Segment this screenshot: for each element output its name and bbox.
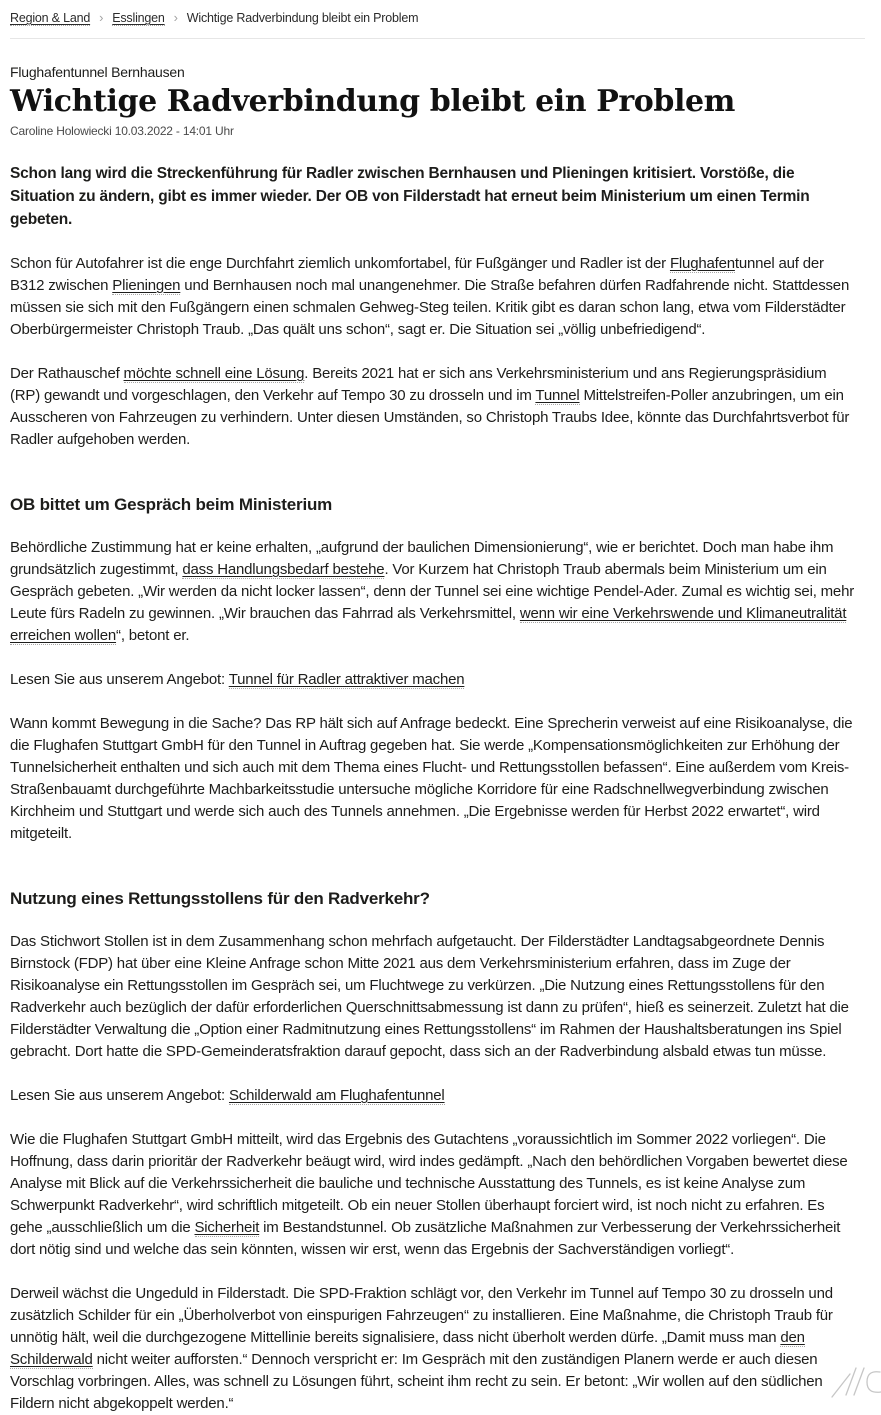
text-segment: Behördliche Zustimmung hat er keine erhalten, „aufgrund der baulichen Dimensionierung“, wie er berichtet. Doch man habe ihm grundsätzlich zugestimmt, (10, 538, 834, 578)
text-segment: nicht weiter aufforsten.“ Dennoch verspricht er: Im Gespräch mit den zuständigen Planern werde er auch diesen Vorschlag vorbringen. Alles, was schnell zu Lösungen führt, scheint ihm recht zu sein. Er betont: „Wir wollen auf den südlichen Fildern nicht abgekoppelt werden.“ (10, 1350, 823, 1412)
text-segment: Das Stichwort Stollen ist in dem Zusammenhang schon mehrfach aufgetaucht. Der Filderstädter Landtagsabgeordnete Dennis Birnstock (FDP) hat über eine Kleine Anfrage schon Mitte 2021 aus dem Verkehrsministerium erfahren, dass im Zuge der Risikoanalyse ein Rettungsstollen im Gespräch sei, um Fluchtwege zu verkürzen. „Die Nutzung eines Rettungsstollens für den Radverkehr auch bezüglich der dafür erforderlichen Querschnittsabmessung ist dann zu prüfen“, hieß es seinerzeit. Zuletzt hat die Filderstädter Verwaltung die „Option einer Radmitnutzung eines Rettungsstollens“ im Rahmen der Haushaltsberatungen ins Spiel gebracht. Dort hatte die SPD-Gemeinderatsfraktion darauf gepocht, dass sich an der Radverbindung alsbald etwas tun müsse. (10, 932, 849, 1060)
teaser-link-schilderwald[interactable]: Schilderwald am Flughafentunnel (228, 1086, 445, 1104)
article-paragraph (10, 1283, 860, 1415)
section-heading-ministerium: OB bittet um Gespräch beim Ministerium (10, 494, 333, 514)
inline-text-link[interactable]: den Schilderwald (10, 1328, 805, 1368)
breadcrumb (10, 10, 865, 26)
article-paragraph (10, 253, 860, 341)
article-paragraph (10, 363, 860, 451)
teaser-link-tunnel-radler[interactable]: Tunnel für Radler attraktiver machen (228, 670, 465, 688)
article-paragraph (10, 537, 860, 647)
chevron-right-icon: › (99, 10, 104, 25)
inline-text-link[interactable]: Flughafen (669, 254, 735, 272)
breadcrumb-item-region-land[interactable]: Region & Land (10, 11, 91, 25)
inline-text-link[interactable]: Plieningen (112, 276, 181, 294)
article-paragraph (10, 1129, 860, 1261)
breadcrumb-item-esslingen[interactable]: Esslingen (112, 11, 165, 25)
inline-text-link[interactable]: Sicherheit (194, 1218, 260, 1236)
teaser-row (10, 1085, 860, 1107)
section-heading-rettungsstollen: Nutzung eines Rettungsstollens für den Radverkehr? (10, 888, 430, 908)
text-segment: . Bereits 2021 hat er sich ans Verkehrsministerium und ans Regierungspräsidium (RP) gewandt und vorgeschlagen, den Verkehr auf Tempo 30 zu drosseln und im (10, 364, 827, 404)
header-divider (10, 38, 865, 39)
publish-date: 10.03.2022 - 14:01 Uhr (114, 123, 234, 138)
inline-text-link[interactable]: Tunnel (535, 386, 580, 404)
text-segment: im Bestandstunnel. Ob zusätzliche Maßnahmen zur Verbesserung der Verkehrssicherheit dort nötig sind und welche das sein könnten, wissen wir erst, wenn das Ergebnis der Sachverständigen vorliegt“. (10, 1218, 841, 1258)
text-segment: Wann kommt Bewegung in die Sache? Das RP hält sich auf Anfrage bedeckt. Eine Sprecherin verweist auf eine Risikoanalyse, die die Flughafen Stuttgart GmbH für den Tunnel in Auftrag gegeben hat. Sie werde „Kompensationsmöglichkeiten zur Erhöhung der Tunnelsicherheit enthalten und sich auch mit dem Thema eines Flucht- und Rettungsstollen befassen“. Eine außerdem vom Kreis-Straßenbauamt durchgeführte Machbarkeitsstudie untersuche mögliche Korridore für eine Radschnellwegverbindung zwischen Kirchheim und Stuttgart und werde sich auch des Tunnels annehmen. „Die Ergebnisse werden für Herbst 2022 erwartet“, wird mitgeteilt. (10, 714, 853, 842)
inline-text-link[interactable]: dass Handlungsbedarf bestehe (182, 560, 385, 578)
article-byline (10, 124, 865, 138)
author-name: Caroline Holowiecki (10, 123, 112, 138)
teaser-prefix: Lesen Sie aus unserem Angebot: (10, 1086, 225, 1104)
article-paragraph (10, 713, 860, 845)
text-segment: Derweil wächst die Ungeduld in Filderstadt. Die SPD-Fraktion schlägt vor, den Verkehr im Tunnel auf Tempo 30 zu drosseln und zusätzlich Schilder für ein „Überholverbot von einspurigen Fahrzeugen“ zu installieren. Eine Maßnahme, die Christoph Traub für unnötig hält, weil die durchgezogene Mittellinie bereits signalisiere, dass nicht überholt werden dürfe. „Damit muss man (10, 1284, 833, 1346)
text-segment: und Bernhausen noch mal unangenehmer. Die Straße befahren dürfen Radfahrende nicht. Stattdessen müssen sie sich mit den Fußgängern einen schmalen Gehweg-Steg teilen. Kritik gibt es daran schon lang, etwa vom Filderstädter Oberbürgermeister Christoph Traub. „Das quält uns schon“, sagt er. Die Situation sei „völlig unbefriedigend“. (10, 276, 850, 338)
teaser-row (10, 669, 860, 691)
breadcrumb-item-current: Wichtige Radverbindung bleibt ein Problem (186, 11, 419, 25)
teaser-prefix: Lesen Sie aus unserem Angebot: (10, 670, 225, 688)
article-header (10, 64, 865, 138)
text-segment: Schon für Autofahrer ist die enge Durchfahrt ziemlich unkomfortabel, für Fußgänger und Radler ist der (10, 254, 670, 272)
article-paragraph (10, 931, 860, 1063)
article-kicker: Flughafentunnel Bernhausen (10, 64, 185, 80)
text-segment: tunnel auf der B312 zwischen (10, 254, 824, 294)
article-lead: Schon lang wird die Streckenführung für Radler zwischen Bernhausen und Plieningen kritisiert. Vorstöße, die Situation zu ändern, gibt es immer wieder. Der OB von Filderstadt hat erneut beim Ministerium um einen Termin gebeten. (10, 164, 810, 228)
text-segment: . Vor Kurzem hat Christoph Traub abermals beim Ministerium um ein Gespräch gebeten. „Wir werden da nicht locker lassen“, denn der Tunnel sei eine wichtige Pendel-Ader. Zumal es wichtig sei, mehr Leute fürs Radeln zu gewinnen. „Wir brauchen das Fahrrad als Verkehrsmittel, (10, 560, 855, 622)
text-segment: Wie die Flughafen Stuttgart GmbH mitteilt, wird das Ergebnis des Gutachtens „voraussichtlich im Sommer 2022 vorliegen“. Die Hoffnung, dass darin prioritär der Radverkehr beäugt wird, wird indes gedämpft. „Nach den behördlichen Vorgaben bewertet diese Analyse mit Blick auf die Verkehrssicherheit die bauliche und technische Ausstattung des Tunnels, es ist keine Analyse zum Schwerpunkt Radverkehr“, wird schriftlich mitgeteilt. Ob ein neuer Stollen überhaupt forciert wird, ist noch nicht zu erfahren. Es gehe „ausschließlich um die (10, 1130, 848, 1236)
chevron-right-icon: › (173, 10, 178, 25)
inline-text-link[interactable]: möchte schnell eine Lösung (123, 364, 305, 382)
article-title: Wichtige Radverbindung bleibt ein Problem (10, 84, 736, 119)
text-segment: “, betont er. (116, 626, 190, 644)
inline-text-link[interactable]: wenn wir eine Verkehrswende und Klimaneutralität erreichen wollen (10, 604, 847, 644)
text-segment: Mittelstreifen-Poller anzubringen, um ein Ausscheren von Fahrzeugen zu verhindern. Unter diesen Umständen, so Christoph Traubs Idee, könnte das Durchfahrtsverbot für Radler aufgehoben werden. (10, 386, 850, 448)
text-segment: Der Rathauschef (10, 364, 124, 382)
